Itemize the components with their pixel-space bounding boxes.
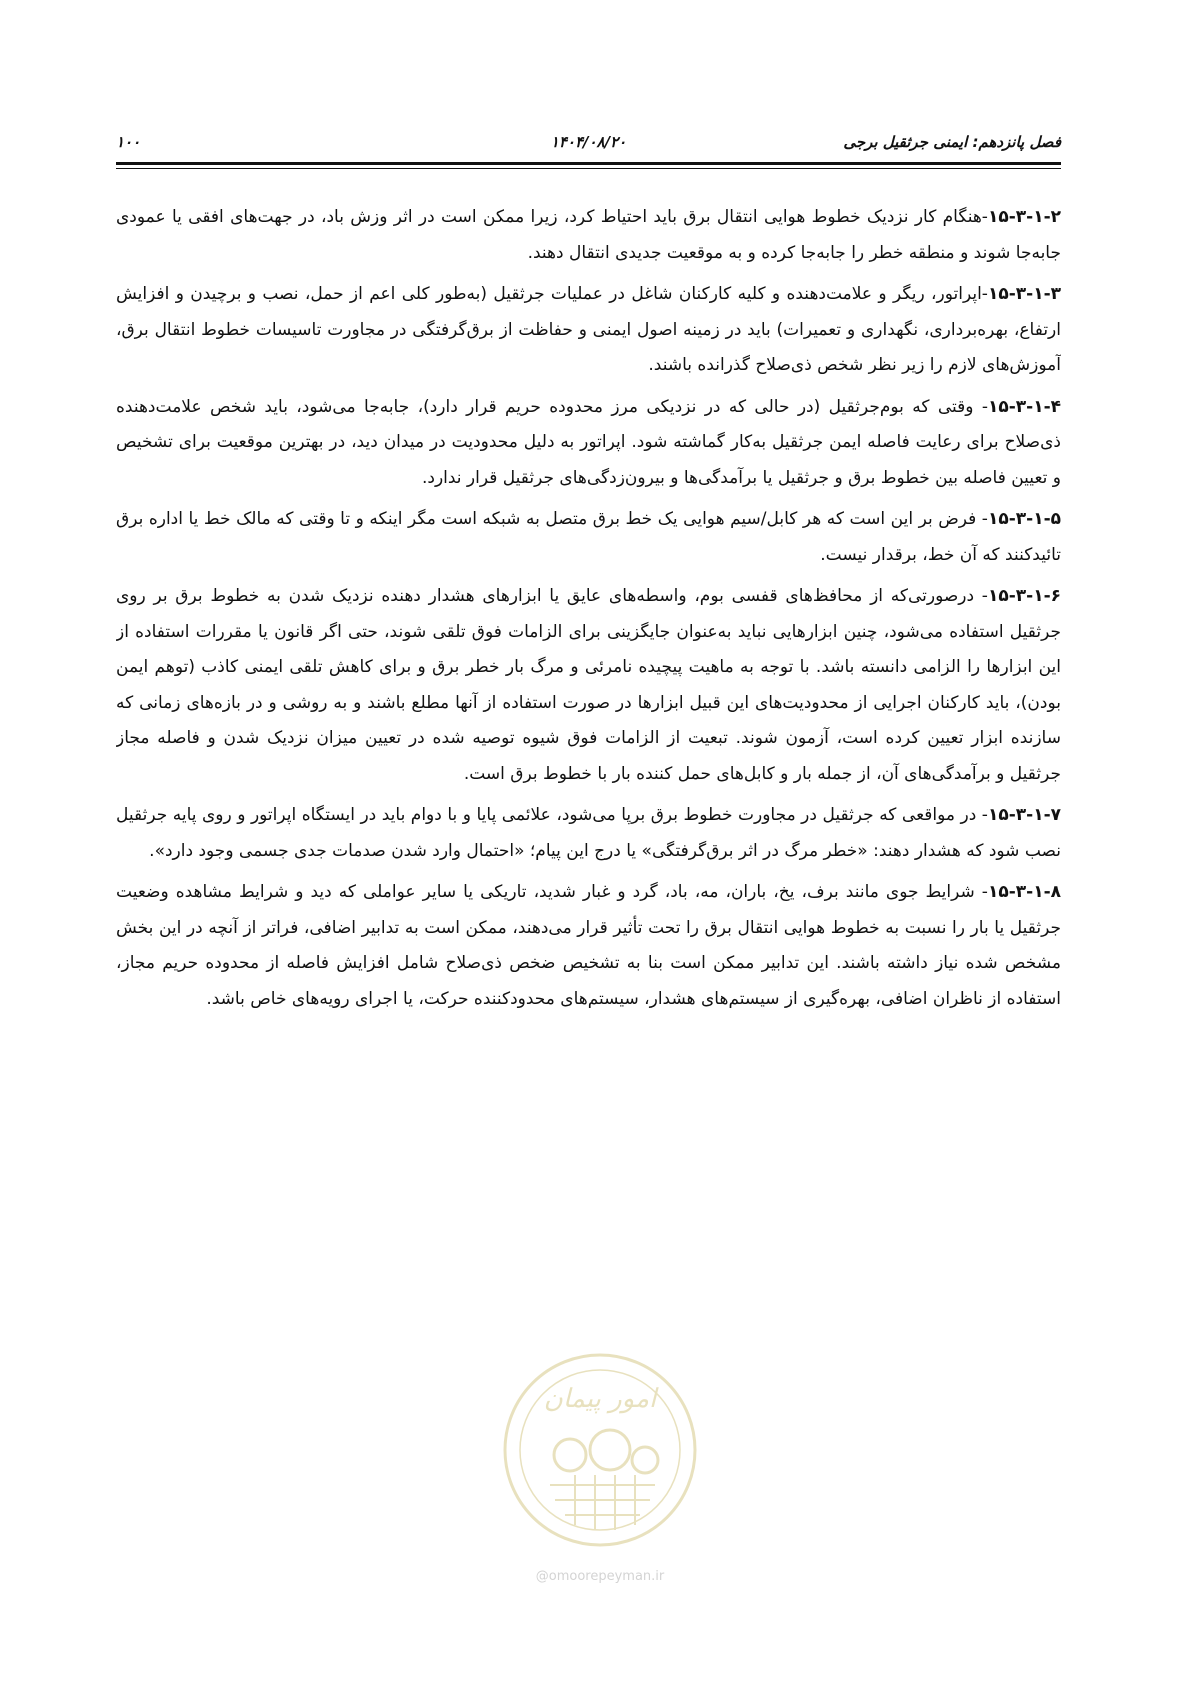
paragraph-text: - فرض بر این است که هر کابل/سیم هوایی یک خط برق متصل به شبکه است مگر اینکه و تا وقتی که مالک خط یا اداره برق تائیدکنند که آن خط، برقدار نیست. — [116, 509, 1061, 565]
clause-number: ۱۵-۳-۱-۶ — [987, 586, 1061, 606]
paragraph-text: -هنگام کار نزدیک خطوط هوایی انتقال برق باید احتیاط کرد، زیرا ممکن است در اثر وزش باد، در جهت‌های افقی یا عمودی جابه‌جا شوند و منطقه خطر را جابه‌جا کرده و به موقعیت جدیدی انتقال دهند. — [116, 207, 1061, 263]
clause-number: ۱۵-۳-۱-۷ — [987, 805, 1061, 825]
clause-number: ۱۵-۳-۱-۳ — [987, 284, 1061, 304]
paragraph — [116, 875, 1061, 1017]
body-text — [116, 200, 1061, 1380]
page-number: ۱۰۰ — [116, 133, 141, 151]
paragraph — [116, 277, 1061, 384]
paragraph — [116, 390, 1061, 497]
header-date: ۱۴۰۴/۰۸/۲۰ — [550, 133, 627, 151]
paragraph — [116, 502, 1061, 573]
watermark-logo-text: امور پیمان — [543, 1384, 657, 1414]
paragraph-text: - وقتی که بوم‌جرثقیل (در حالی که در نزدیکی مرز محدوده حریم قرار دارد)، جابه‌جا می‌شود، باید شخص علامت‌دهنده ذی‌صلاح برای رعایت فاصله ایمن جرثقیل به‌کار گماشته شود. اپراتور به دلیل محدودیت در میدان دید، در بهترین موقعیت برای تشخیص و تعیین فاصله بین خطوط برق و جرثقیل یا برآمدگی‌ها و بیرون‌زدگی‌های جرثقیل قرار ندارد. — [116, 396, 1061, 488]
header-rule-thick — [116, 162, 1061, 165]
paragraph-text: - شرایط جوی مانند برف، یخ، باران، مه، باد، گرد و غبار شدید، تاریکی یا سایر عواملی که دید و شرایط مشاهده وضعیت جرثقیل یا بار را نسبت به خطوط هوایی انتقال برق را تحت تأثیر قرار می‌دهند، ممکن است به تدابیر اضافی، فراتر از آنچه در این بخش مشخص شده نیاز داشته باشند. این تدابیر ممکن است بنا به تشخیص ضخص ذی‌صلاح شامل افزایش فاصله از محدوده حریم مجاز، استفاده از ناظران اضافی، بهره‌گیری از سیستم‌های هشدار، سیستم‌های محدودکننده حرکت، یا اجرای رویه‌های خاص باشد. — [116, 882, 1061, 1009]
paragraph-text: -اپراتور، ریگر و علامت‌دهنده و کلیه کارکنان شاغل در عملیات جرثقیل (به‌طور کلی اعم از حمل، نصب و برچیدن و افزایش ارتفاع، بهره‌برداری، نگهداری و تعمیرات) باید در زمینه اصول ایمنی و حفاظت از برق‌گرفتگی در مجاورت تاسیسات خطوط انتقال برق، آموزش‌های لازم را زیر نظر شخص ذی‌صلاح گذرانده باشند. — [116, 284, 1061, 375]
clause-number: ۱۵-۳-۱-۴ — [987, 396, 1061, 417]
paragraph — [116, 200, 1061, 271]
paragraph-text: - در مواقعی که جرثقیل در مجاورت خطوط برق برپا می‌شود، علائمی پایا و با دوام باید در ایستگاه اپراتور و روی پایه جرثقیل نصب شود که هشدار دهند: «خطر مرگ در اثر برق‌گرفتگی» یا درج این پیام؛ «احتمال وارد شدن صدمات جدی جسمی وجود دارد». — [116, 805, 1061, 861]
clause-number: ۱۵-۳-۱-۲ — [987, 207, 1061, 227]
chapter-title: فصل پانزدهم: ایمنی جرثقیل برجی — [843, 133, 1061, 151]
watermark — [480, 1345, 720, 1605]
paragraph — [116, 579, 1061, 792]
clause-number: ۱۵-۳-۱-۵ — [987, 509, 1061, 529]
paragraph — [116, 798, 1061, 869]
clause-number: ۱۵-۳-۱-۸ — [987, 882, 1061, 902]
watermark-logo-icon — [480, 1345, 720, 1565]
watermark-url: @omoorepeyman.ir — [535, 1569, 665, 1584]
paragraph-text: - درصورتی‌که از محافظ‌های قفسی بوم، واسطه‌های عایق یا ابزارهای هشدار دهنده نزدیک شدن به خطوط برق بر روی جرثقیل استفاده می‌شود، چنین ابزارهایی نباید به‌عنوان جایگزینی برای الزامات فوق تلقی شوند، حتی اگر قانون یا مقررات استفاده از این ابزارها را الزامی دانسته باشد. با توجه به ماهیت پیچیده نامرئی و مرگ بار خطر برق و برای کاهش تلقی ایمنی کاذب (توهم ایمن بودن)، باید کارکنان اجرایی از محدودیت‌های این قبیل ابزارها در صورت استفاده از آنها مطلع باشند و به روشی و در بازه‌های زمانی که سازنده ابزار تعیین کرده است، آزمون شوند. تبعیت از الزامات فوق شیوه توصیه شده در تعیین میزان نزدیک شدن و فاصله مجاز جرثقیل و برآمدگی‌های آن، از جمله بار و کابل‌های حمل کننده بار با خطوط برق است. — [116, 586, 1061, 784]
header-rule-thin — [116, 168, 1061, 169]
page-header — [116, 131, 1061, 161]
